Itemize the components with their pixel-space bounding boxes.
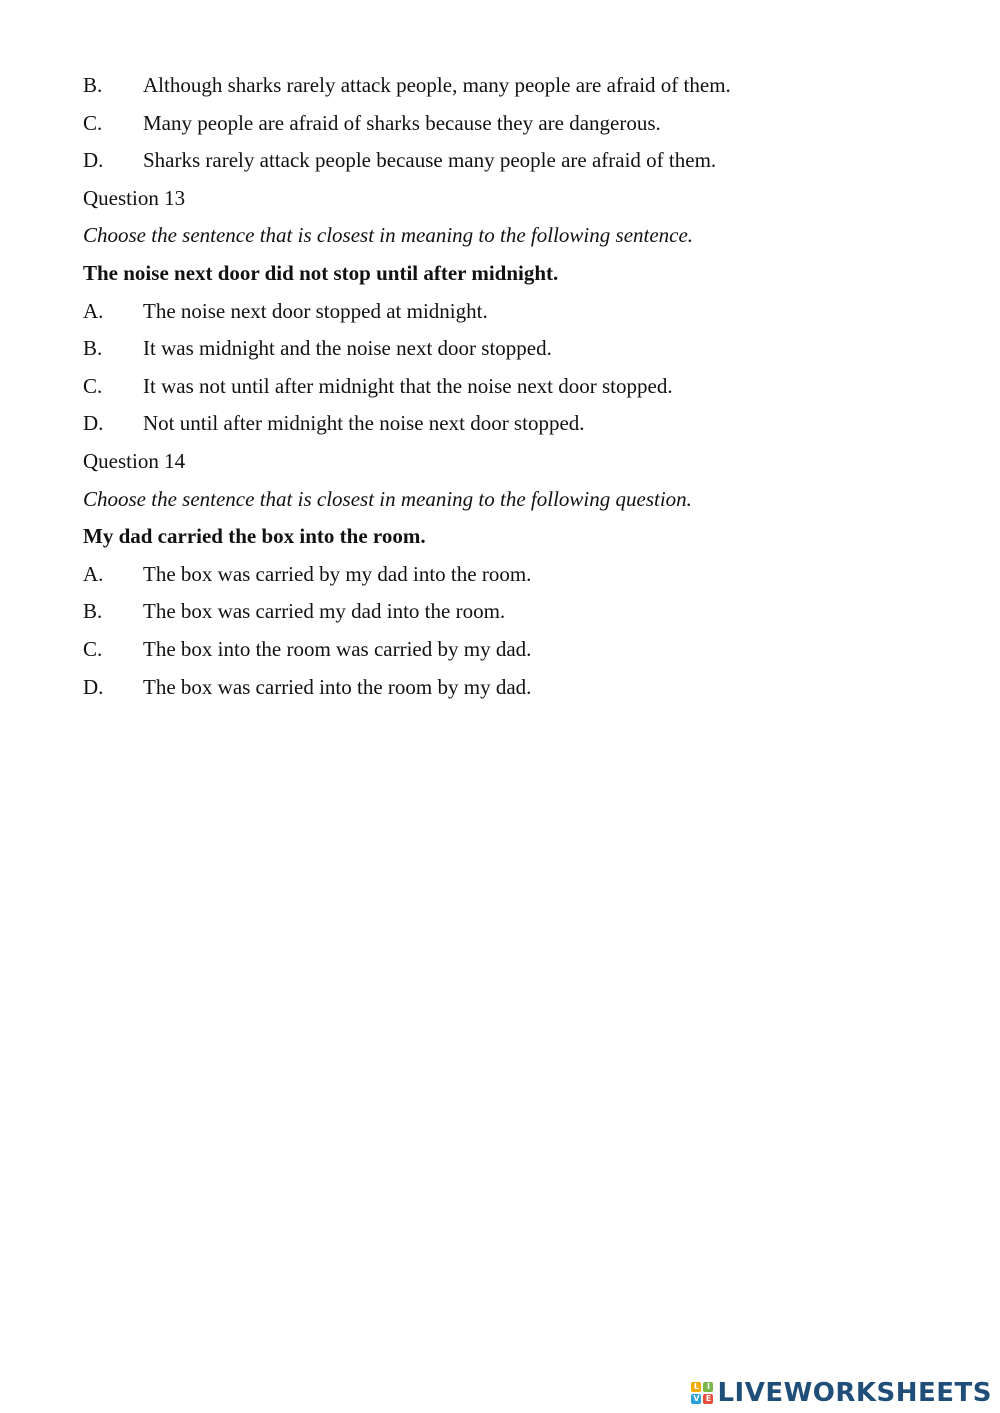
liveworksheets-logo xyxy=(691,1379,992,1407)
option-letter: D. xyxy=(83,148,104,173)
q14-option-b[interactable] xyxy=(83,594,963,632)
q12-option-b[interactable] xyxy=(83,68,963,106)
logo-mark-icon xyxy=(691,1382,713,1404)
option-text: It was midnight and the noise next door stopped. xyxy=(143,336,552,361)
option-text: Not until after midnight the noise next door stopped. xyxy=(143,411,585,436)
option-letter: D. xyxy=(83,411,104,436)
option-text: The noise next door stopped at midnight. xyxy=(143,298,488,323)
option-letter: B. xyxy=(83,73,103,97)
q14-label: Question 14 xyxy=(83,448,186,473)
q14-option-a[interactable] xyxy=(83,557,963,595)
q14-option-d[interactable] xyxy=(83,670,963,708)
logo-text: LIVEWORKSHEETS xyxy=(717,1378,992,1408)
q14-option-c[interactable] xyxy=(83,632,963,670)
q13-option-a[interactable] xyxy=(83,294,963,332)
option-text: Sharks rarely attack people because many people are afraid of them. xyxy=(143,148,717,173)
option-letter: A. xyxy=(83,298,104,323)
option-text: The box was carried my dad into the room. xyxy=(143,599,506,624)
option-letter: A. xyxy=(83,561,104,586)
q13-stem: The noise next door did not stop until after midnight. xyxy=(83,260,559,285)
q14-stem: My dad carried the box into the room. xyxy=(83,524,426,549)
q13-option-d[interactable] xyxy=(83,406,963,444)
option-text: Although sharks rarely attack people, many people are afraid of them. xyxy=(143,73,731,97)
option-text: The box was carried by my dad into the room. xyxy=(143,561,532,586)
option-text: It was not until after midnight that the noise next door stopped. xyxy=(143,373,673,398)
q13-instruction: Choose the sentence that is closest in meaning to the following sentence. xyxy=(83,223,694,248)
q12-option-d[interactable] xyxy=(83,143,963,181)
option-letter: C. xyxy=(83,636,103,661)
q13-option-b[interactable] xyxy=(83,331,963,369)
option-text: The box was carried into the room by my dad. xyxy=(143,674,532,699)
option-letter: B. xyxy=(83,336,103,361)
logo-mark-cell: I xyxy=(703,1382,713,1392)
q14-instruction: Choose the sentence that is closest in meaning to the following question. xyxy=(83,486,692,511)
option-text: Many people are afraid of sharks because they are dangerous. xyxy=(143,110,661,135)
worksheet-page xyxy=(83,68,963,707)
option-letter: C. xyxy=(83,373,103,398)
option-letter: B. xyxy=(83,599,103,624)
q13-option-c[interactable] xyxy=(83,369,963,407)
option-text: The box into the room was carried by my dad. xyxy=(143,636,532,661)
option-letter: C. xyxy=(83,110,103,135)
option-letter: D. xyxy=(83,674,104,699)
logo-mark-cell: V xyxy=(693,1394,700,1403)
logo-mark-cell: E xyxy=(703,1394,713,1404)
q13-label: Question 13 xyxy=(83,185,186,210)
q12-option-c[interactable] xyxy=(83,106,963,144)
logo-mark-cell: L xyxy=(691,1382,701,1392)
